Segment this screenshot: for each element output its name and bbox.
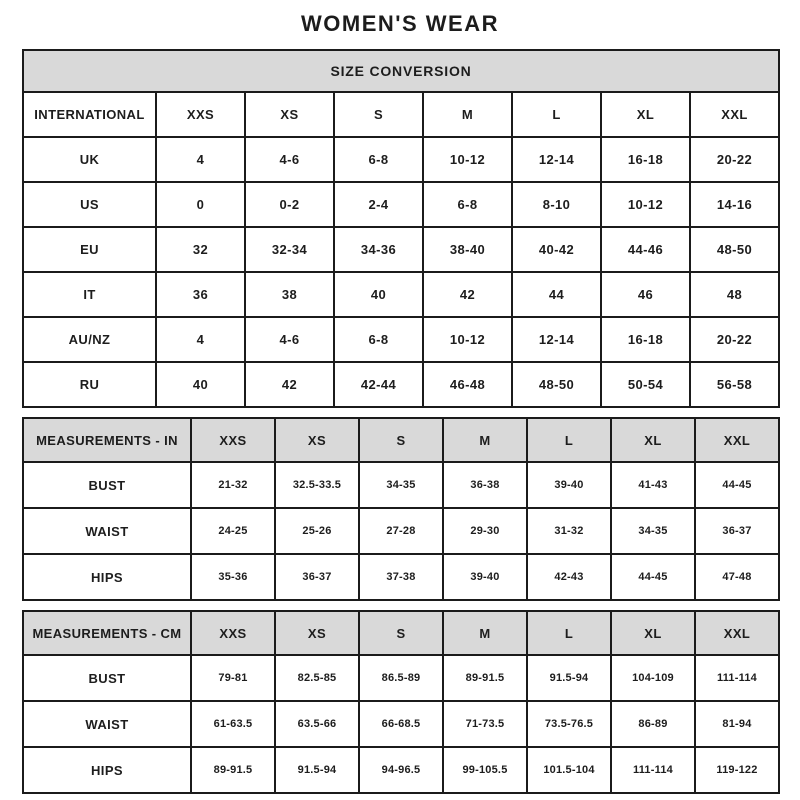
size-conversion-table <box>22 49 780 408</box>
value-cell: 81-94 <box>695 701 779 747</box>
value-cell: 89-91.5 <box>191 747 275 793</box>
row-label: BUST <box>23 462 191 508</box>
value-cell: 42-44 <box>334 362 423 407</box>
value-cell: 36-38 <box>443 462 527 508</box>
size-header-cell: XS <box>275 418 359 462</box>
value-cell: 10-12 <box>423 137 512 182</box>
size-header-cell: XL <box>611 611 695 655</box>
value-cell: 16-18 <box>601 317 690 362</box>
value-cell: 27-28 <box>359 508 443 554</box>
value-cell: 44-45 <box>695 462 779 508</box>
value-cell: 71-73.5 <box>443 701 527 747</box>
value-cell: 66-68.5 <box>359 701 443 747</box>
header-row <box>23 418 779 462</box>
value-cell: 99-105.5 <box>443 747 527 793</box>
size-conversion-banner: SIZE CONVERSION <box>23 50 779 92</box>
value-cell: 86-89 <box>611 701 695 747</box>
value-cell: 0-2 <box>245 182 334 227</box>
table-row <box>23 362 779 407</box>
size-header-cell: L <box>512 92 601 137</box>
value-cell: 46 <box>601 272 690 317</box>
value-cell: 111-114 <box>611 747 695 793</box>
size-header-cell: M <box>443 418 527 462</box>
value-cell: 16-18 <box>601 137 690 182</box>
value-cell: 24-25 <box>191 508 275 554</box>
value-cell: 31-32 <box>527 508 611 554</box>
header-row <box>23 92 779 137</box>
table-row <box>23 701 779 747</box>
value-cell: 104-109 <box>611 655 695 701</box>
value-cell: 86.5-89 <box>359 655 443 701</box>
value-cell: 63.5-66 <box>275 701 359 747</box>
value-cell: 82.5-85 <box>275 655 359 701</box>
table-row <box>23 554 779 600</box>
value-cell: 79-81 <box>191 655 275 701</box>
value-cell: 56-58 <box>690 362 779 407</box>
value-cell: 34-35 <box>611 508 695 554</box>
value-cell: 4 <box>156 137 245 182</box>
row-label: RU <box>23 362 156 407</box>
value-cell: 10-12 <box>423 317 512 362</box>
measurements-cm-table <box>22 610 780 794</box>
value-cell: 38-40 <box>423 227 512 272</box>
value-cell: 34-36 <box>334 227 423 272</box>
value-cell: 40-42 <box>512 227 601 272</box>
value-cell: 32 <box>156 227 245 272</box>
value-cell: 35-36 <box>191 554 275 600</box>
table-row <box>23 317 779 362</box>
header-row <box>23 611 779 655</box>
row-label: HIPS <box>23 554 191 600</box>
value-cell: 29-30 <box>443 508 527 554</box>
value-cell: 12-14 <box>512 137 601 182</box>
value-cell: 42 <box>423 272 512 317</box>
size-header-cell: XXS <box>191 611 275 655</box>
value-cell: 36-37 <box>275 554 359 600</box>
table-row <box>23 747 779 793</box>
size-header-cell: XL <box>601 92 690 137</box>
size-conversion-banner-row <box>23 50 779 92</box>
row-label: HIPS <box>23 747 191 793</box>
value-cell: 21-32 <box>191 462 275 508</box>
value-cell: 37-38 <box>359 554 443 600</box>
value-cell: 44-46 <box>601 227 690 272</box>
value-cell: 94-96.5 <box>359 747 443 793</box>
value-cell: 39-40 <box>527 462 611 508</box>
value-cell: 32.5-33.5 <box>275 462 359 508</box>
value-cell: 36-37 <box>695 508 779 554</box>
value-cell: 48-50 <box>690 227 779 272</box>
value-cell: 4 <box>156 317 245 362</box>
value-cell: 36 <box>156 272 245 317</box>
table-title-cell: MEASUREMENTS - CM <box>23 611 191 655</box>
row-label: IT <box>23 272 156 317</box>
value-cell: 2-4 <box>334 182 423 227</box>
value-cell: 6-8 <box>334 317 423 362</box>
size-header-cell: XXL <box>695 418 779 462</box>
value-cell: 111-114 <box>695 655 779 701</box>
value-cell: 4-6 <box>245 137 334 182</box>
size-header-cell: L <box>527 418 611 462</box>
value-cell: 10-12 <box>601 182 690 227</box>
value-cell: 47-48 <box>695 554 779 600</box>
size-header-cell: S <box>334 92 423 137</box>
value-cell: 6-8 <box>334 137 423 182</box>
value-cell: 119-122 <box>695 747 779 793</box>
value-cell: 42 <box>245 362 334 407</box>
value-cell: 91.5-94 <box>527 655 611 701</box>
value-cell: 4-6 <box>245 317 334 362</box>
size-header-cell: XS <box>275 611 359 655</box>
table-row <box>23 655 779 701</box>
value-cell: 41-43 <box>611 462 695 508</box>
size-header-cell: XXL <box>695 611 779 655</box>
size-header-cell: L <box>527 611 611 655</box>
value-cell: 8-10 <box>512 182 601 227</box>
table-row <box>23 508 779 554</box>
value-cell: 20-22 <box>690 137 779 182</box>
row-label: WAIST <box>23 508 191 554</box>
size-header-cell: XS <box>245 92 334 137</box>
value-cell: 34-35 <box>359 462 443 508</box>
value-cell: 25-26 <box>275 508 359 554</box>
size-header-cell: M <box>443 611 527 655</box>
value-cell: 40 <box>334 272 423 317</box>
value-cell: 0 <box>156 182 245 227</box>
value-cell: 46-48 <box>423 362 512 407</box>
value-cell: 48-50 <box>512 362 601 407</box>
measurements-in-table <box>22 417 780 601</box>
size-header-cell: XXS <box>156 92 245 137</box>
value-cell: 101.5-104 <box>527 747 611 793</box>
value-cell: 12-14 <box>512 317 601 362</box>
row-label: BUST <box>23 655 191 701</box>
table-row <box>23 272 779 317</box>
value-cell: 32-34 <box>245 227 334 272</box>
value-cell: 44 <box>512 272 601 317</box>
value-cell: 44-45 <box>611 554 695 600</box>
row-label: UK <box>23 137 156 182</box>
row-label: AU/NZ <box>23 317 156 362</box>
row-label: WAIST <box>23 701 191 747</box>
size-header-cell: XL <box>611 418 695 462</box>
size-header-cell: S <box>359 611 443 655</box>
value-cell: 50-54 <box>601 362 690 407</box>
value-cell: 14-16 <box>690 182 779 227</box>
value-cell: 20-22 <box>690 317 779 362</box>
value-cell: 6-8 <box>423 182 512 227</box>
value-cell: 91.5-94 <box>275 747 359 793</box>
page-title: WOMEN'S WEAR <box>301 11 499 36</box>
table-row <box>23 462 779 508</box>
value-cell: 89-91.5 <box>443 655 527 701</box>
size-header-cell: S <box>359 418 443 462</box>
value-cell: 39-40 <box>443 554 527 600</box>
table-title-cell: INTERNATIONAL <box>23 92 156 137</box>
size-header-cell: M <box>423 92 512 137</box>
row-label: US <box>23 182 156 227</box>
row-label: EU <box>23 227 156 272</box>
value-cell: 38 <box>245 272 334 317</box>
table-row <box>23 137 779 182</box>
value-cell: 61-63.5 <box>191 701 275 747</box>
value-cell: 73.5-76.5 <box>527 701 611 747</box>
table-row <box>23 182 779 227</box>
size-header-cell: XXS <box>191 418 275 462</box>
size-header-cell: XXL <box>690 92 779 137</box>
value-cell: 40 <box>156 362 245 407</box>
table-title-cell: MEASUREMENTS - IN <box>23 418 191 462</box>
value-cell: 48 <box>690 272 779 317</box>
table-row <box>23 227 779 272</box>
value-cell: 42-43 <box>527 554 611 600</box>
